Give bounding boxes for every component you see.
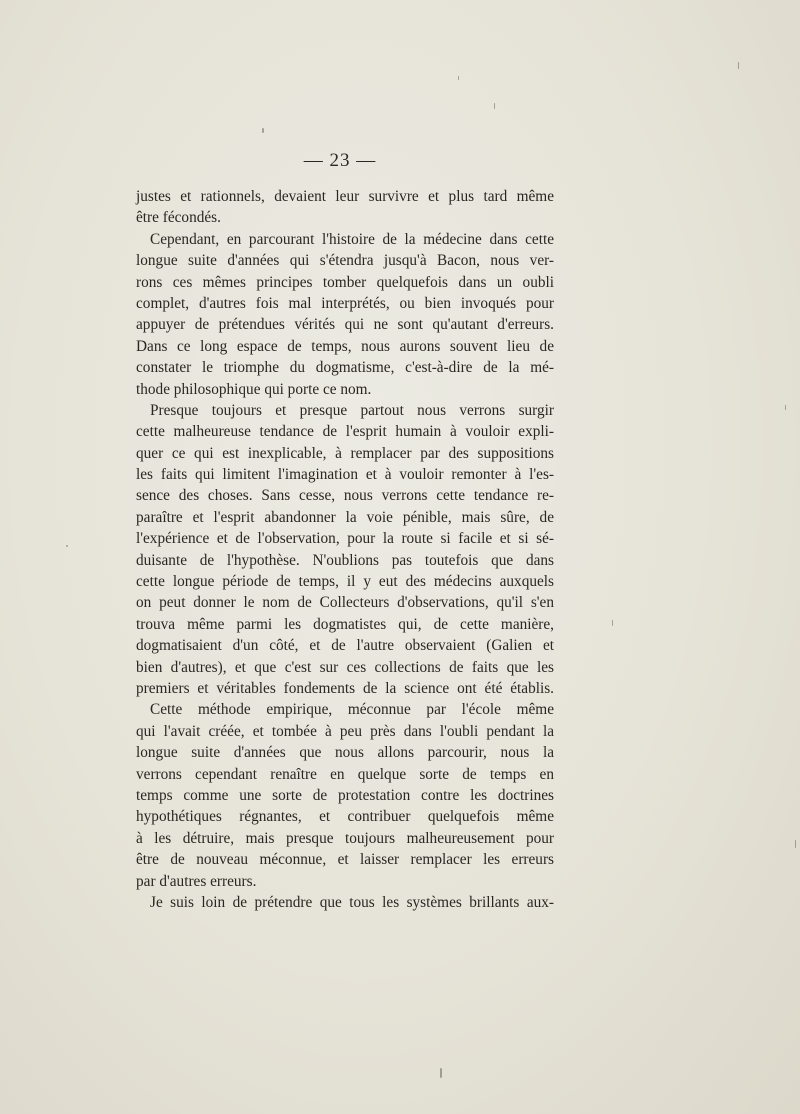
text-line: rons ces mêmes principes tomber quelquefois dans un oubli <box>136 273 554 291</box>
text-line: bien d'autres), et que c'est sur ces collections de faits que les <box>136 658 554 676</box>
text-line: paraître et l'esprit abandonner la voie pénible, mais sûre, de <box>136 508 554 526</box>
text-line: trouva même parmi les dogmatistes qui, de cette manière, <box>136 615 554 633</box>
text-line: quer ce qui est inexplicable, à remplacer par des suppositions <box>136 444 554 462</box>
paper-speck <box>458 76 459 80</box>
paper-speck <box>494 103 495 109</box>
text-line: cette malheureuse tendance de l'esprit humain à vouloir expli- <box>136 423 554 441</box>
text-line: dogmatisaient d'un côté, et de l'autre observaient (Galien et <box>136 637 554 655</box>
text-line: être de nouveau méconnue, et laisser remplacer les erreurs <box>136 851 554 869</box>
paper-speck <box>612 620 613 626</box>
text-line: qui l'avait créée, et tombée à peu près dans l'oubli pendant la <box>136 722 554 740</box>
text-line: premiers et véritables fondements de la science ont été établis. <box>136 679 554 697</box>
text-line: longue suite d'années qui s'étendra jusqu'à Bacon, nous ver- <box>136 252 554 270</box>
text-line: à les détruire, mais presque toujours malheureusement pour <box>136 829 554 847</box>
text-line: justes et rationnels, devaient leur survivre et plus tard même <box>136 188 554 205</box>
text-line: longue suite d'années que nous allons parcourir, nous la <box>136 744 554 762</box>
paper-speck <box>738 62 739 69</box>
text-line: complet, d'autres fois mal interprétés, ou bien invoqués pour <box>136 294 554 312</box>
text-line: cette longue période de temps, il y eut des médecins auxquels <box>136 573 554 591</box>
text-line: Je suis loin de prétendre que tous les systèmes brillants aux- <box>150 893 554 911</box>
text-line: l'expérience et de l'observation, pour la route si facile et si sé- <box>136 530 554 548</box>
paper-speck <box>66 545 68 547</box>
text-line: Cependant, en parcourant l'histoire de la médecine dans cette <box>150 230 554 248</box>
text-line: sence des choses. Sans cesse, nous verrons cette tendance re- <box>136 487 554 505</box>
text-line: thode philosophique qui porte ce nom. <box>136 380 372 398</box>
paper-speck <box>785 405 786 410</box>
text-line: par d'autres erreurs. <box>136 872 257 890</box>
text-line: hypothétiques régnantes, et contribuer quelquefois même <box>136 808 554 826</box>
text-line: les faits qui limitent l'imagination et à vouloir remonter à l'es- <box>136 466 554 484</box>
text-line: verrons cependant renaître en quelque sorte de temps en <box>136 765 554 783</box>
body-text <box>136 186 554 913</box>
text-line: Dans ce long espace de temps, nous aurons souvent lieu de <box>136 337 554 355</box>
text-line: Cette méthode empirique, méconnue par l'école même <box>150 701 554 719</box>
paper-speck <box>440 1068 442 1078</box>
text-line: être fécondés. <box>136 209 221 227</box>
text-line: duisante de l'hypothèse. N'oublions pas toutefois que dans <box>136 551 554 569</box>
text-line: on peut donner le nom de Collecteurs d'observations, qu'il s'en <box>136 594 554 612</box>
text-line: temps comme une sorte de protestation contre les doctrines <box>136 786 554 804</box>
paper-speck <box>262 128 264 133</box>
text-line: constater le triomphe du dogmatisme, c'est-à-dire de la mé- <box>136 359 554 377</box>
text-line: appuyer de prétendues vérités qui ne sont qu'autant d'erreurs. <box>136 316 554 334</box>
paper-speck <box>795 840 796 848</box>
page-number: — 23 — <box>303 150 377 171</box>
text-line: Presque toujours et presque partout nous verrons surgir <box>150 401 554 419</box>
